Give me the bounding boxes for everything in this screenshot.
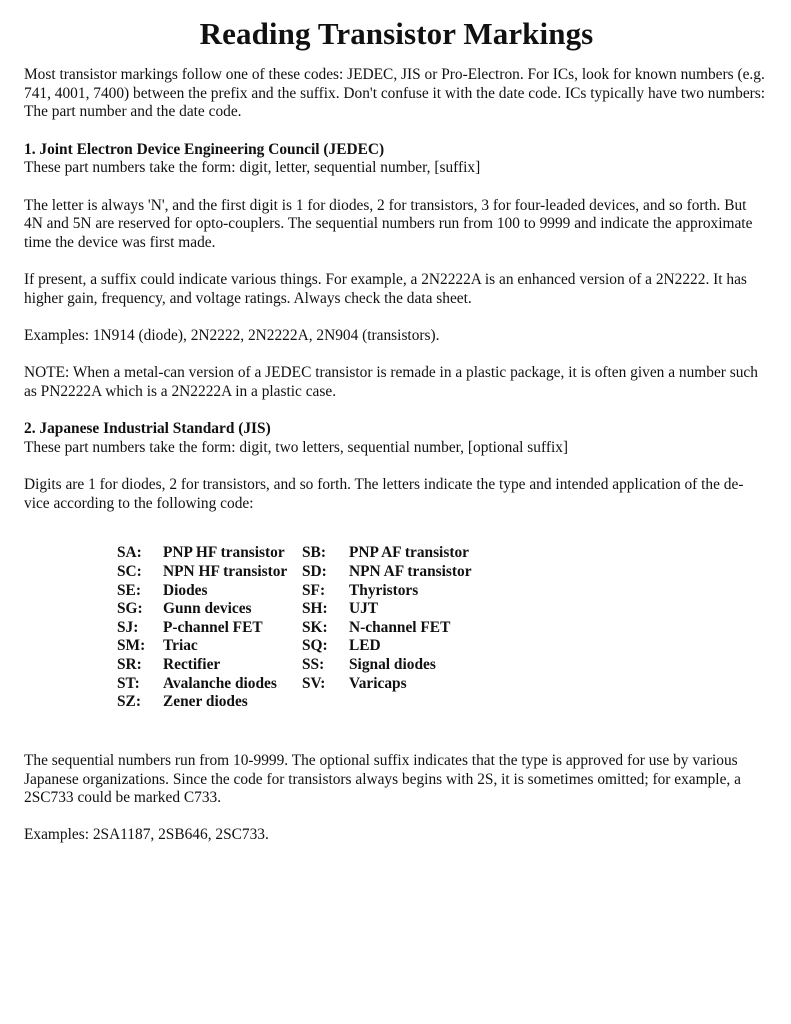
code-description: Signal diodes (349, 656, 436, 674)
code-description: Varicaps (349, 674, 407, 692)
intro-paragraph: Most transistor markings follow one of these codes: JEDEC, JIS or Pro-Electron. For ICs, look for known numbers (e.g. 741, 4001, 7400) between the prefix and the suffix. Don't confuse it with the date code. ICs typically have two numbers: The part number and the date code. (24, 66, 766, 121)
code-row (117, 675, 472, 694)
code-description: Rectifier (163, 656, 221, 674)
page-title: Reading Transistor Markings (199, 16, 594, 51)
jis-heading: 2. Japanese Industrial Standard (JIS) (24, 420, 271, 438)
code-row (117, 544, 472, 563)
code-label: SZ: (117, 693, 141, 711)
code-description: UJT (349, 600, 379, 618)
jedec-suffix-paragraph: If present, a suffix could indicate various things. For example, a 2N2222A is an enhanced version of a 2N2222. It has higher gain, frequency, and voltage ratings. Always check the data sheet. (24, 271, 747, 307)
code-label: SQ: (302, 637, 328, 655)
jedec-form-text: These part numbers take the form: digit, letter, sequential number, [suffix] (24, 159, 481, 177)
code-description: Gunn devices (163, 600, 252, 618)
jis-form-text: These part numbers take the form: digit, two letters, sequential number, [optional suffix] (24, 438, 569, 456)
code-label: SK: (302, 618, 328, 636)
code-description: NPN AF transistor (349, 563, 472, 581)
jedec-note: NOTE: When a metal-can version of a JEDEC transistor is remade in a plastic package, it is often given a number such as PN2222A which is a 2N2222A in a plastic case. (24, 364, 758, 400)
code-row (117, 637, 472, 656)
code-label: SM: (117, 637, 146, 655)
code-label: SD: (302, 563, 327, 581)
code-description: NPN HF transistor (163, 563, 288, 581)
code-label: SE: (117, 581, 141, 599)
code-label: SJ: (117, 618, 139, 636)
jedec-letter-paragraph: The letter is always 'N', and the first digit is 1 for diodes, 2 for transistors, 3 for four-leaded devices, and so forth. But 4N and 5N are reserved for opto-couplers. The sequential numbers run from 100 to 9999 and indicate the approximate time the device was first made. (24, 196, 753, 251)
code-label: SG: (117, 600, 143, 618)
jis-code-table (117, 544, 472, 711)
code-label: SH: (302, 600, 328, 618)
code-description: LED (349, 637, 381, 655)
code-description: PNP AF transistor (349, 544, 469, 562)
code-row (117, 619, 472, 638)
code-label: SV: (302, 674, 326, 692)
document-page (24, 12, 769, 845)
code-row (117, 563, 472, 582)
code-description: P-channel FET (163, 618, 263, 636)
code-description: PNP HF transistor (163, 544, 285, 562)
code-description: Zener diodes (163, 693, 248, 711)
code-row (117, 600, 472, 619)
jis-sequential-paragraph: The sequential numbers run from 10-9999. The optional suffix indicates that the type is approved for use by various Japanese organizations. Since the code for transistors always begins with 2S, it is sometimes omitted; for example, a 2SC733 could be marked C733. (24, 751, 741, 807)
code-description: Triac (163, 637, 198, 655)
jis-examples: Examples: 2SA1187, 2SB646, 2SC733. (24, 826, 269, 844)
code-label: SF: (302, 581, 326, 599)
jis-digits-paragraph: Digits are 1 for diodes, 2 for transistors, and so forth. The letters indicate the type and intended application of the de-vice according to the following code: (24, 476, 744, 512)
code-label (302, 693, 349, 712)
code-row (117, 656, 472, 675)
jedec-examples: Examples: 1N914 (diode), 2N2222, 2N2222A, 2N904 (transistors). (24, 327, 440, 345)
code-row (117, 582, 472, 601)
code-description: Thyristors (349, 581, 419, 599)
code-row (117, 693, 472, 712)
code-label: SR: (117, 656, 142, 674)
code-label: SA: (117, 544, 142, 562)
code-label: SB: (302, 544, 326, 562)
code-description (349, 693, 472, 712)
jedec-heading: 1. Joint Electron Device Engineering Council (JEDEC) (24, 140, 385, 158)
code-description: Avalanche diodes (163, 674, 277, 692)
code-label: SS: (302, 656, 325, 674)
code-description: Diodes (163, 581, 208, 599)
code-description: N-channel FET (349, 618, 451, 636)
code-label: SC: (117, 563, 142, 581)
code-label: ST: (117, 674, 140, 692)
